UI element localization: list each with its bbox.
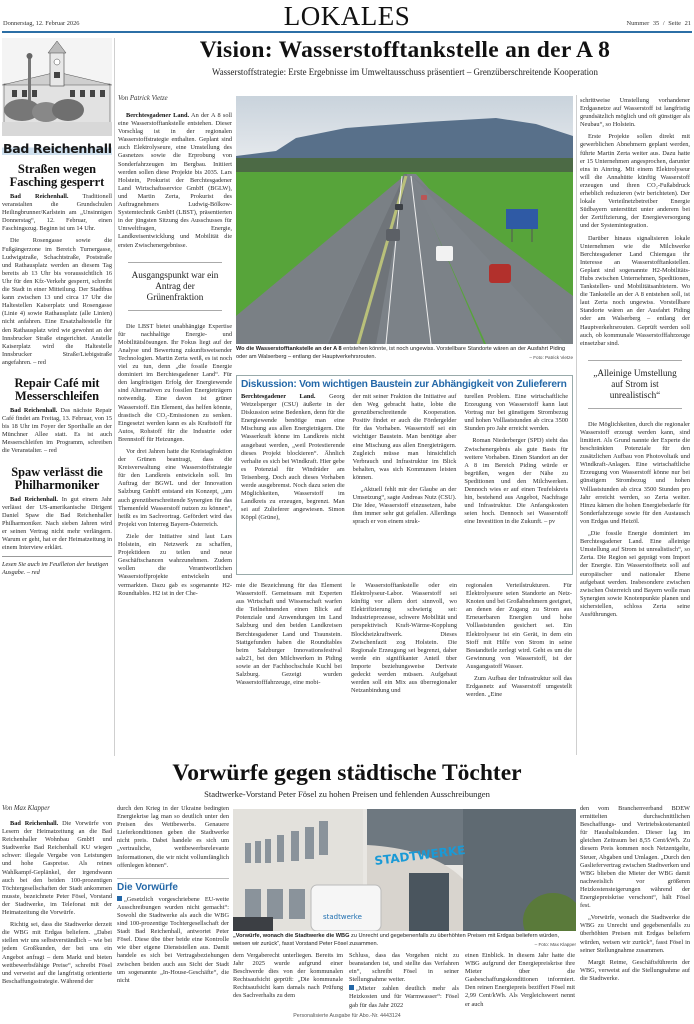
paragraph: den vom Branchenverband BDEW ermittelten durchschnittlichen Beschaffungs- und Vertriebskostenanteil für Haushaltskunden. Dieser lag im gleichen Zeitraum bei 8,55 Cent/kWh. Zu diesem Preis kommen noch Netzentgelte, Steuer, Abgaben und Umlagen. „Durch den Gasliefervertrag zwischen Stadtwerken und WBG blieben die Mieter der WBG damit nachweislich vor größeren Heizkostensteigerungen während der Energiepreiskrise verschont“, hält Fösel fest. — [580, 805, 690, 910]
article-column-2 — [117, 805, 229, 989]
article-column-right — [580, 97, 690, 623]
town-label-text: Bad Reichenhall — [3, 141, 112, 156]
article-subheadline: Stadtwerke-Vorstand Peter Fösel zu hohen Preisen und fehlenden Ausschreibungen — [204, 789, 490, 799]
dateline: Berchtesgadener Land. — [126, 112, 190, 119]
discussion-column — [241, 393, 345, 531]
intertitle: Ausgangspunkt war ein Antrag der Grünenfraktion — [128, 262, 222, 311]
separator: / — [662, 20, 665, 27]
article-column-3 — [233, 952, 343, 1005]
discussion-column — [353, 393, 457, 531]
paragraph: Schluss, dass das Vorgehen nicht zu beanstanden ist, und stellte das Verfahren ein“, schreibt Fösel in seiner Stellungnahme weiter. — [349, 952, 459, 984]
news-item — [2, 163, 112, 367]
personalized-edition-footer: Personalisierte Ausgabe für Abo.-Nr. 4443124 — [293, 1013, 401, 1019]
paragraph: Margit Reime, Geschäftsführerin der WBG, verweist auf die Stellungnahme auf die Stadtwerke. — [580, 958, 690, 982]
article-column-4 — [466, 582, 572, 703]
column-divider — [576, 95, 577, 755]
masthead-rule — [2, 31, 692, 33]
photo-credit: – Foto: Patrick Vietze — [529, 354, 573, 360]
paragraph: einen Einblick. In diesem Jahr hatte die WBG aufgrund der Energiepreiskrise ihre Mieter über die Gasbeschaffungskonditionen informiert. Den reinen Energiepreis beziffert Fösel mit 2,99 Cent/kWh. Als Vergleichswert nennt er auch — [465, 952, 575, 1008]
paragraph-text: „Mieter zahlen deutlich mehr als Heizkosten und für Warmwasser“: Fösel gab für das Jahr 2022 — [349, 985, 459, 1009]
paragraph: Ziele der Initiative sind laut Lars Holstein, ein Netzwerk zu schaffen, Projektideen zu teilen und neue Geschäftschancen wahrzunehmen. Zudem wollen die Verantwortlichen Wasserstoffprojekte entwickeln und vermarkten. Dazu gab es sogenannte H2-Roundtables. H2 ist in der Che- — [118, 532, 232, 597]
paragraph: regionalen Verteilstrukturen. Für Elektrolyseure seien Standorte an Netz-Knoten und bei Großabnehmern geeignet, an denen der Zugang zu Strom aus Erneuerbaren Energien und hohe Volllaststunden gesichert sei. Ein Elektrolyseur ist ein Gerät, in dem ein Stoff mit Hilfe von Strom in seine Bestandteile zerlegt wird. Geht es um die Gewinnung von Wasserstoff, ist der Ausgangsstoff Wasser. — [466, 582, 572, 670]
photo-credit: – Foto: Max Klapper — [534, 941, 576, 947]
stadtwerke-photo-caption — [233, 933, 576, 948]
highway-photo — [236, 96, 573, 344]
article-subheadline: Wasserstoffstrategie: Erste Ergebnisse im Umweltausschuss präsentiert – Grenzüberschreitende Kooperation — [212, 67, 598, 77]
stadtwerke-building-photo — [233, 809, 576, 931]
column-text — [580, 421, 690, 619]
news-item-headline: Spaw verlässt die Philharmoniker — [11, 464, 103, 492]
byline: Von Max Klapper — [2, 805, 50, 812]
paragraph: Vor drei Jahren hatte die Kreistagfraktion der Grünen beantragt, dass die Kreisverwaltung eine Wasserstoffstrategie für den Landkreis entwickeln soll. Im Auftrag der BGWL und der Innovation Salzburg GmbH entstand ein Konzept, „um auch grenzüberschreitende Synergien für das Themenfeld Wasserstoff nutzen zu können“, heißt es im Sachvortrag. Gefördert wird das Projekt von Interreg Bayern-Österreich. — [118, 448, 232, 528]
page-info — [627, 20, 692, 27]
dateline: Bad Reichenhall. — [10, 406, 58, 414]
paragraph-text: Das nächste Repair Café findet am Freitag, 13. Februar, von 15 bis 18 Uhr im Foyer der Sporthalle an der Münchner Allee statt. Es ist auch Messerschleifen im Programm, schreiben die Veranstalter. – red — [2, 406, 112, 455]
paragraph: Roman Niederberger (SPD) sieht das Zwischenergebnis als gute Basis für weitere Vorhaben. Einen Standort an der A 8 im Bereich Piding würde er begrüßen, wegen der Nähe zu Speditionen und den Milchwerken. Dennoch wies er auf einen Teufelskreis hin, bestehend aus Angebot, Nachfrage und Infrastruktur. Die Anfangskosten seien hoch. Dennoch sei Wasserstoff eine Investition in die Zukunft. – pv — [464, 437, 569, 526]
paragraph: turellen Problem. Eine wirtschaftliche Erzeugung von Wasserstoff kann laut Vortrag nur bei günstigem Strombezug und hohen Volllaststunden ab circa 3500 Stunden pro Jahr erreicht werden. — [464, 393, 569, 433]
paragraph: le Wasserstofftankstelle oder ein Elektrolyseur-Labor. Wasserstoff sei künftig vor allem dort sinnvoll, wo Elektrifizierung schwierig sei: Industrieprozesse, schwere Mobilität und perspektivisch Kraft-Wärme-Kopplung Blockheizkraftwerk. Dieses Zwischenfazit zog Holstein. Die Regionale Erzeugung sei begrenzt, daher werde ein signifikanter Anteil über Importe beziehungsweise Derivate gedeckt werden müssen. Aufgebaut werden soll ein Mix aus überregionaler Netzanbindung und — [351, 582, 457, 695]
highway-photo-caption — [236, 346, 573, 361]
article-column-right — [580, 805, 690, 987]
bullet-square-icon — [349, 985, 354, 990]
caption-text: entstehen könnte, ist noch ungewiss. Vorstellbare Standorte wären an der Ausfahrt Piding oder am Walserberg – entlang der Hauptverkehrsrouten. — [236, 346, 566, 360]
paragraph: „Die fossile Energie dominiert im Berchtesgadener Land. Eine alleinige Umstellung auf Strom ist unrealistisch“, so Zerta. Die Region sei geprägt vom Import der Energie. Ein Wasserstoffnetz soll auf europäischer und nationaler Ebene aufgebaut werden. Insbesondere zwischen zwischen Österreich und Bayern wolle man Synergien sowie Knotenpunkte planen und sicherstellen, schloss Zerta seine Ausführungen. — [580, 530, 690, 618]
paragraph: „Vorwürfe, wonach die Stadtwerke die WBG zu Unrecht und gegebenenfalls zu überhöhten Preisen mit Erdgas beliefern würden, weisen wir zurück“, fasst Fösel in seiner Stellungnahme zusammen. — [580, 914, 690, 954]
paragraph: Richtig sei, dass die Stadtwerke derzeit die WBG mit Erdgas beliefern. „Dabei stellen wir uns selbstverständlich – wie bei jedem Großkunden, der bei uns ein Angebot anfragt – dem Markt und bieten wettbewerbsfähige Preise“, schreibt Fösel und verweist auf die langfristig orientierte Beschaffungsstrategie. Während der — [2, 921, 112, 985]
article-column-3 — [351, 582, 457, 699]
town-label — [2, 138, 112, 155]
column-text — [118, 323, 232, 598]
paragraph: der mit seiner Fraktion die Initiative auf den Weg gebracht hatte, lobte die grenzüberschreitende Kooperation. Positiv findet er auch die Fördergelder für das Vorhaben. Wasserstoff sei ein wichtiger Baustein. Man benötige aber eine Mischung aus allen Energieträgern. Zugleich müsse man hinsichtlich Verbrauch und Infrastruktur im Blick behalten, was sich Kommunen leisten können. — [352, 393, 457, 481]
stadtwerke-pylon-text: stadtwerke — [323, 913, 362, 921]
paragraph-text: Die Rosengasse sowie die Fußgängerzone im Bereich Turnergasse, Ludwigstraße, Schachtstraße, Poststraße und Rathausplatz werden an diesem Tag bereits ab 13 Uhr bis voraussichtlich 16 Uhr für den Kfz-Verkehr gesperrt, schreibt die Stadt in einer Mitteilung. Der Stadtbus kann zwischen 13 und circa 17 Uhr die Haltestellen Kaiserplatz und Rosengasse (Linie 4) sowie Rathausplatz (alle Linien) nicht anfahren. Eine Ersatzhaltestelle für den Rathausplatz wird wie gewohnt an der Innsbrucker Straße eingerichtet. Anstelle Kaiserplatz wird die Haltestelle Innsbrucker Straße/Liebigstraße angefahren. – red — [2, 237, 112, 366]
paragraph: mie die Bezeichnung für das Element Wasserstoff. Gemeinsam mit Experten aus Wirtschaft und Wissenschaft warfen die Teilnehmenden einen Blick auf Potenziale und Anwendungen im Land Salzburg und den beiden Landkreisen Berchtesgadener Land und Traunstein. Stattgefunden haben die Roundtables beim Salzburger Innovationsfestival salz21, bei den Milchwerken in Piding sowie an der Fachhochschule Kuchl bei Salzburg. Gezeigt wurden Wasserstofffahrzeuge, eine mobi- — [236, 582, 342, 687]
discussion-box — [236, 375, 573, 575]
news-item — [2, 466, 112, 553]
column-text — [580, 97, 690, 348]
paragraph-text: Traditionell veranstalten die Grundschulen Heilingbrunner/Karlstein am „Unsinnigen Donnerstag“, 12. Februar, einen Faschingszug. Beginn ist um 14 Uhr. — [2, 193, 112, 233]
column-text — [118, 112, 232, 250]
feuilleton-note: Lesen Sie auch im Feuilleton der heutigen Ausgabe. – red — [2, 556, 112, 577]
discussion-box-headline: Diskussion: Vom wichtigen Baustein zur Abhängigkeit von Zulieferern — [241, 379, 567, 390]
dateline: Bad Reichenhall. — [10, 820, 59, 827]
article-column-1 — [118, 95, 232, 602]
news-item-body — [2, 193, 112, 367]
issue-date: Donnerstag, 12. Februar 2026 — [3, 20, 80, 27]
paragraph: schrittweise Umstellung vorhandener Erdgasnetze auf Wasserstoff ist langfristig grundsätzlich möglich und oft günstiger als Neubau“, so Holstein. — [580, 97, 690, 129]
column-text — [580, 805, 690, 983]
paragraph: durch den Krieg in der Ukraine bedingten Energiekrise lag man so deutlich unter den Preisen des Wettbewerbs. Genauere Lieferkonditionen geben die Stadtwerke nicht preis. Dabei handele es sich um „vertrauliche, wettbewerbsrelevante Informationen, die wir nicht vollumfänglich offenlegen können“. — [117, 805, 229, 869]
dateline: Berchtesgadener Land. — [241, 393, 316, 400]
paragraph: dem Vergaberecht unterliegen. Bereits im Jahr 2025 wurde aufgrund einer Beschwerde dies von der kommunalen Rechtsaufsicht geprüft: „Die kommunale Rechtsaufsicht kam damals nach Prüfung des Sachverhalts zu dem — [233, 952, 343, 1000]
caption-lead: „Vorwürfe, wonach die Stadtwerke die WBG — [233, 933, 350, 939]
article-column-4 — [349, 952, 459, 1014]
issue-number: Nummer 35 — [626, 20, 660, 27]
paragraph: Zum Aufbau der Infrastruktur soll das Erdgasnetz auf Wasserstoff umgestellt werden. „Eine — [466, 675, 572, 699]
caption-lead: Wo die Wasserstofftankstelle an der A 8 — [236, 346, 342, 352]
article-headline: Vision: Wasserstofftankstelle an der A 8 — [199, 37, 611, 63]
news-item-body — [2, 407, 112, 456]
column-text — [117, 805, 229, 870]
article-column-2 — [236, 582, 342, 691]
paragraph: „Aktuell fehlt mir der Glaube an der Umsetzung“, sagte Andreas Nutz (CSU). Die Idee, Wasserstoff einzusetzen, habe ihm immer sehr gut gefallen. Allerdings sprach er von einem struk- — [352, 486, 457, 526]
paragraph-text: „Gesetzlich vorgeschriebene EU-weite Ausschreibungen wurden nicht gemacht“: Sowohl die Stadtwerke als auch die WBG sind 100-prozentige Tochtergesellschaft der Stadt Bad Reichenhall, antwortet Peter Fösel. Diese übe über beide eine Kontrolle wie über eigene Dienststellen aus. Damit handele es sich bei Vertragsbeziehungen zwischen beiden auch aus Sicht der Stadt um sogenannte „In-House-Geschäfte“, die nicht — [117, 895, 229, 984]
article-column-1 — [2, 805, 112, 990]
town-hall-illustration — [2, 38, 112, 136]
byline: Von Patrick Vietze — [118, 95, 168, 102]
column-divider — [114, 38, 115, 756]
news-item-headline: Repair Café mit Messerschleifen — [14, 375, 100, 403]
masthead — [0, 0, 694, 34]
article-column-5 — [465, 952, 575, 1013]
sidebar-local-news — [2, 38, 112, 577]
paragraph-text: An der A 8 soll eine Wasserstofftankstelle entstehen. Dieser Vorschlag ist in der regionalen Wasserstoffstrategie enthalten. Geplant sind auch Elektrolyseure, eine Umstellung des Gasnetzes sowie die Erprobung von Sonderfahrzeugen im Bergbau. Initiiert werden sollen diese Projekte bis 2035. Lars Holstein, Prokurist der Berchtesgadener Land Wirtschaftsservice GmbH (BGLW), und Martin Zerta, Prokurist des Auftragnehmers Ludwig-Bölkow-Systemtechnik GmbH (LBST), präsentierten in der jüngsten Sitzung des Ausschusses für Umweltfragen, Energie, Landkreisentwicklung und Mobilität die ersten Zwischenergebnisse. — [118, 112, 233, 249]
paragraph-text: Die Vorwürfe von Lesern der Heimatzeitung an die Bad Reichenhaller Wohnbau GmbH und Stadtwerke Bad Reichenhall KU wiegen schwer: illegale Vergabe von Leistungen und hohe Gaspreise. Als reines Wahlkampf-Geplänkel, der irgendwann auch bei den beiden 100-prozentigen Töchtergesellschaften der Stadt ankommen musste, bezeichnete Peter Fösel, Vorstand der Stadtwerke, im Telefonat mit der Heimatzeitung die Vorwürfe. — [2, 820, 112, 917]
dateline: Bad Reichenhall. — [10, 495, 58, 503]
column-text — [117, 896, 229, 985]
page-number: Seite 21 — [668, 20, 691, 27]
intertitle: „Alleinige Umstellung auf Strom ist unrealistisch“ — [588, 360, 682, 409]
bullet-square-icon — [117, 896, 122, 901]
allegations-box-headline: Die Vorwürfe — [117, 878, 229, 893]
paragraph: Die LBST bietet unabhängige Expertise für nachhaltige Energie- und Mobilitätslösungen. Ihr Fokus liegt auf der Analyse und Bewertung zukunftsweisender Technologien. Martin Zerta weiß, es ist noch viel zu tun, denn „die fossile Energie dominiert im Berchtesgadener Land“. Für den langfristigen Erfolg der Energiewende sind Alternativen zu fossilen Energieträgern notwendig. Eine davon ist grüner Wasserstoff. Ein Element, das helfen könnte, drastisch die CO₂-Emissionen zu senken. Eingesetzt werden kann es als Kraftstoff für Autos, Rohstoff für die Industrie oder Brennstoff für Heizungen. — [118, 322, 232, 443]
caption-text: zu Unrecht und gegebenenfalls zu überhöhten Preisen mit Erdgas beliefern würden, weisen wir zurück“, fasst Vorstand Peter Fösel zusammen. — [233, 933, 560, 947]
paragraph-text: In gut einem Jahr verlässt der US-amerikanische Dirigent Daniel Spaw die Bad Reichenhaller Philharmoniker. Nach sieben Jahren wird er seinen Vertrag nicht mehr verlängern. Warum er geht, hat er der Heimatzeitung in einem Interview erklärt. — [2, 495, 112, 552]
paragraph: Erste Projekte sollen direkt mit gewerblichen Abnehmern geplant werden, führte Martin Zerta weiter aus. Dazu hatte er 15 Unternehmen angesprochen, darunter eins in Ainring. Mit einem Elektrolyseur will die Annahütte künftig Wasserstoff erzeugen und ihren CO₂-Fußabdruck erheblich reduzieren (wir berichteten). Der lokale Verteilnetzbetreiber Energie Südbayern unterstützt unter anderem bei der Zertifizierung, der Energieversorgung und der Systemintegration. — [580, 133, 690, 230]
news-item — [2, 377, 112, 456]
news-item-body — [2, 496, 112, 553]
column-text — [2, 820, 112, 986]
stadtwerke-sign: STADTWERKE — [373, 842, 467, 868]
news-item-headline: Straßen wegen Fasching gesperrt — [9, 162, 105, 189]
dateline: Bad Reichenhall. — [10, 193, 69, 200]
discussion-column — [464, 393, 568, 531]
article-headline: Vorwürfe gegen städtische Töchter — [172, 760, 522, 786]
section-title: LOKALES — [283, 1, 411, 31]
paragraph-text: Georg Wetzelsperger (CSU) äußerte in der Diskussion seine Bedenken, denn für die Energiewende benötige man eine Mischung aus allen Energieträgern. Die Wasserkraft könne im Landkreis nicht ausgebaut werden, „weil Protestierende dieses Projekt blockieren“. Ähnlich verhalte es sich bei Windkraft. Hier gebe es Potenzial für Windräder am Teisenberg. Doch auch dieses Vorhaben werde ausgebremst. Noch dazu seien die Möglichkeiten, Wasserstoff im Landkreis zu erzeugen, begrenzt. Man sei auf Zulieferer angewiesen. Simon Köppl (Grüne), — [241, 393, 345, 522]
paragraph: Darüber hinaus signalisieren lokale Unternehmen wie die Milchwerke Berchtesgadener Land Chiemgau ihr Interesse an Wasserstofftankstellen. Geplant sind sogenannte H2-Mobilitäts-Hubs zwischen Unternehmen, Speditionen, Tankstellen- und Mobilitätsanbietern. Wo die Tankstelle an der A 8 entstehen soll, ist laut Zerta noch ungewiss. Vorstellbare Standorte wären an der Ausfahrt Piding oder am Walserberg – entlang der Hauptverkehrsrouten. Geprüft werden soll auch, ob kommunale Wasserstofffahrzeuge einsetzbar sind. — [580, 234, 690, 347]
paragraph: Die Möglichkeiten, durch die regionaler Wasserstoff erzeugt werden kann, sind limitiert. Als Grund nannte der Experte die beschränkten Potenziale für den zusätzlichen Aufbau von Photovoltaik und Windkraft-Anlagen. Eine wirtschaftliche Erzeugung von Wasserstoff könne nur bei günstigem Strombezug und hohen Volllaststunden ab circa 3500 Stunden pro Jahr erreicht werden, so Zerta weiter. Hinzu kämen die hohen Energiebedarfe für Sonderfahrzeuge sowie für den Austausch von Erdgas und Heizöl. — [580, 420, 690, 525]
